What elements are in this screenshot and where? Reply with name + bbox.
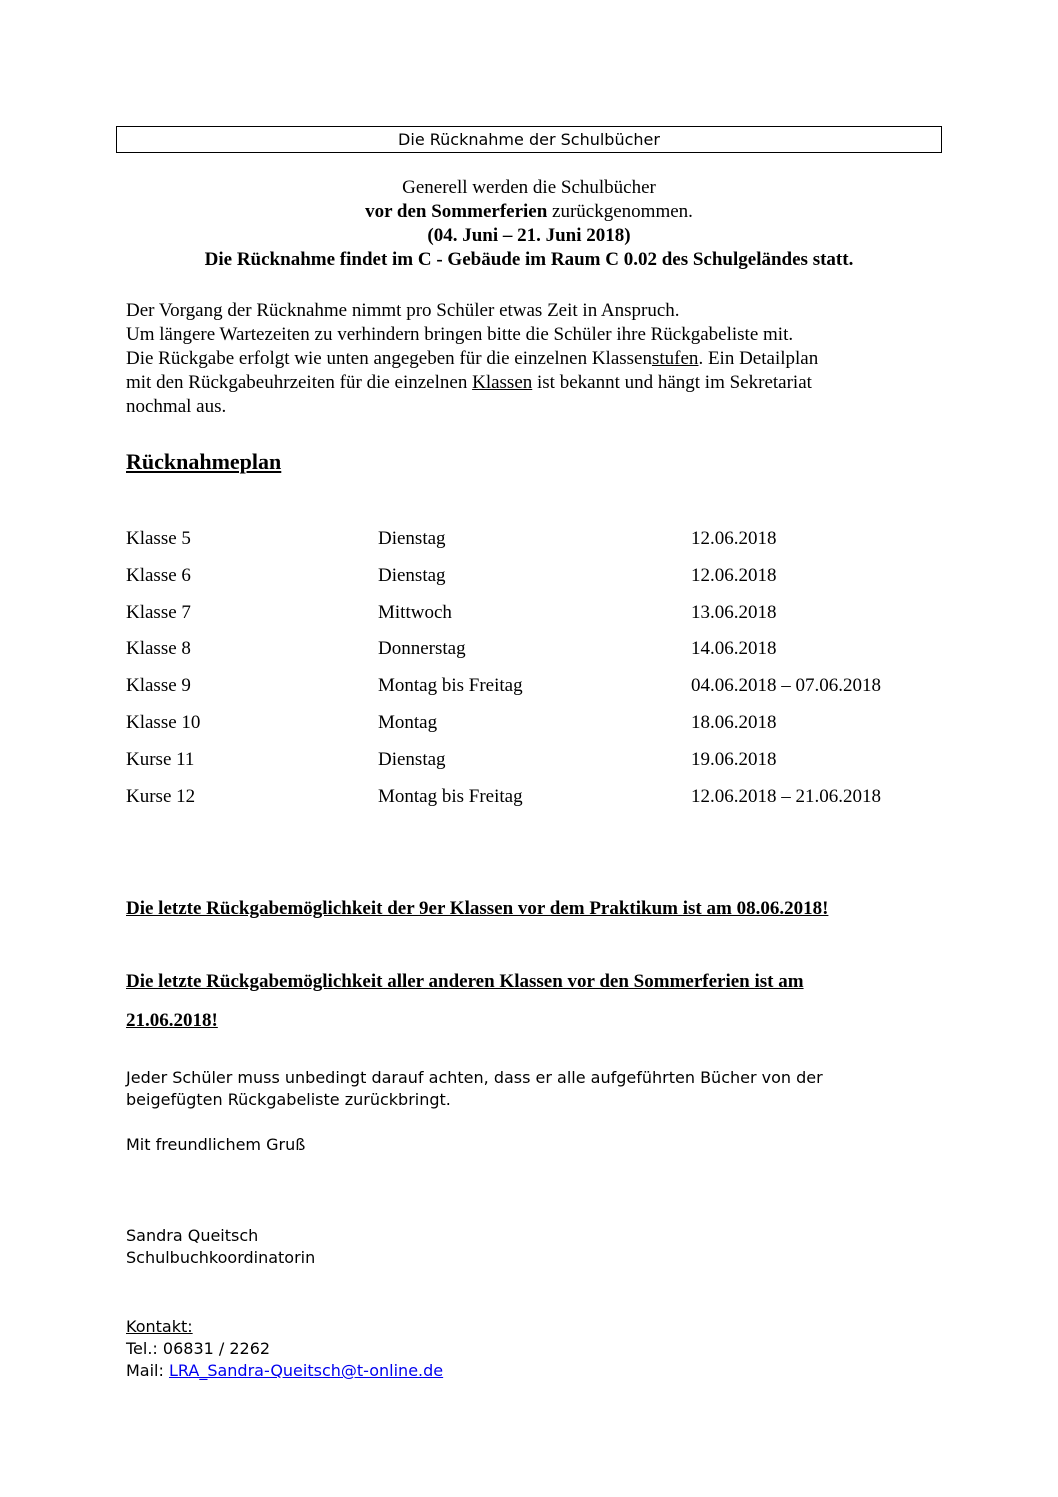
instruction-text	[126, 1067, 823, 1111]
notice-9th-grade: Die letzte Rückgabemöglichkeit der 9er Klassen vor dem Praktikum ist am 08.06.2018!	[126, 898, 829, 919]
schedule-day: Dienstag	[378, 564, 446, 586]
contact-phone: Tel.: 06831 / 2262	[126, 1339, 271, 1358]
document-title	[116, 126, 942, 153]
schedule-date: 12.06.2018	[691, 564, 777, 586]
info-line-5: nochmal aus.	[126, 396, 227, 417]
schedule-date: 12.06.2018 – 21.06.2018	[691, 785, 881, 807]
schedule-day: Montag	[378, 711, 438, 733]
schedule-row	[126, 602, 946, 639]
info-line-3-a: Die Rückgabe erfolgt wie unten angegeben für die einzelnen Klassen	[126, 348, 652, 369]
contact-block	[126, 1316, 443, 1382]
info-line-3-underlined: stufen	[652, 348, 699, 369]
intro-line-1: Generell werden die Schulbücher	[402, 177, 656, 198]
schedule-class: Klasse 9	[126, 675, 191, 697]
schedule-class: Kurse 11	[126, 748, 195, 770]
schedule-class: Kurse 12	[126, 785, 196, 807]
plan-heading: Rücknahmeplan	[126, 449, 282, 474]
signature-block	[126, 1225, 315, 1269]
signature-role: Schulbuchkoordinatorin	[126, 1248, 316, 1267]
intro-date-range: (04. Juni – 21. Juni 2018)	[427, 225, 631, 246]
schedule-class: Klasse 6	[126, 564, 191, 586]
intro-location: Die Rücknahme findet im C - Gebäude im Raum C 0.02 des Schulgeländes statt.	[204, 249, 854, 270]
contact-heading: Kontakt:	[126, 1317, 193, 1336]
notice-other-classes-line-2: 21.06.2018!	[126, 1010, 218, 1031]
schedule-class: Klasse 10	[126, 711, 201, 733]
contact-mail	[126, 1360, 443, 1382]
schedule-day: Dienstag	[378, 748, 446, 770]
schedule-row	[126, 565, 946, 602]
instruction-line-1: Jeder Schüler muss unbedingt darauf achten, dass er alle aufgeführten Bücher von der	[126, 1068, 823, 1087]
info-line-2: Um längere Wartezeiten zu verhindern bringen bitte die Schüler ihre Rückgabeliste mit.	[126, 324, 794, 345]
intro-block	[116, 176, 942, 272]
schedule-row	[126, 528, 946, 565]
info-line-3	[126, 347, 926, 371]
signature-name: Sandra Queitsch	[126, 1226, 259, 1245]
schedule-date: 18.06.2018	[691, 711, 777, 733]
intro-line-2	[116, 200, 942, 224]
info-paragraph	[126, 299, 926, 419]
instruction-line-2: beigefügten Rückgabeliste zurückbringt.	[126, 1090, 451, 1109]
notice-other-classes-line-1: Die letzte Rückgabemöglichkeit aller anderen Klassen vor den Sommerferien ist am	[126, 971, 804, 992]
schedule-date: 12.06.2018	[691, 528, 777, 549]
schedule-date: 14.06.2018	[691, 638, 777, 660]
schedule-day: Donnerstag	[378, 638, 466, 660]
greeting: Mit freundlichem Gruß	[126, 1135, 306, 1154]
info-line-3-b: . Ein Detailplan	[698, 348, 819, 369]
schedule-row	[126, 638, 946, 675]
schedule-date: 19.06.2018	[691, 748, 777, 770]
schedule-class: Klasse 8	[126, 638, 191, 660]
schedule-day: Mittwoch	[378, 601, 452, 623]
schedule-day: Montag bis Freitag	[378, 785, 523, 807]
schedule-class: Klasse 7	[126, 601, 191, 623]
info-line-4-b: ist bekannt und hängt im Sekretariat	[532, 372, 812, 393]
schedule-row	[126, 675, 946, 712]
info-line-4-underlined: Klassen	[472, 372, 533, 393]
schedule-date: 04.06.2018 – 07.06.2018	[691, 675, 881, 697]
contact-mail-label: Mail:	[126, 1361, 169, 1380]
schedule-row	[126, 749, 946, 786]
schedule-row	[126, 712, 946, 749]
info-line-4	[126, 371, 926, 395]
schedule-table	[126, 528, 946, 822]
schedule-row	[126, 786, 946, 823]
document-title-text: Die Rücknahme der Schulbücher	[398, 130, 660, 149]
schedule-class: Klasse 5	[126, 528, 191, 549]
info-line-4-a: mit den Rückgabeuhrzeiten für die einzelnen	[126, 372, 473, 393]
intro-bold-summer: vor den Sommerferien	[365, 201, 548, 222]
contact-mail-link[interactable]: LRA_Sandra-Queitsch@t-online.de	[168, 1361, 444, 1380]
schedule-date: 13.06.2018	[691, 601, 777, 623]
schedule-day: Montag bis Freitag	[378, 675, 523, 697]
schedule-day: Dienstag	[378, 528, 446, 549]
info-line-1: Der Vorgang der Rücknahme nimmt pro Schüler etwas Zeit in Anspruch.	[126, 300, 680, 321]
intro-line-2-rest: zurückgenommen.	[547, 201, 693, 222]
